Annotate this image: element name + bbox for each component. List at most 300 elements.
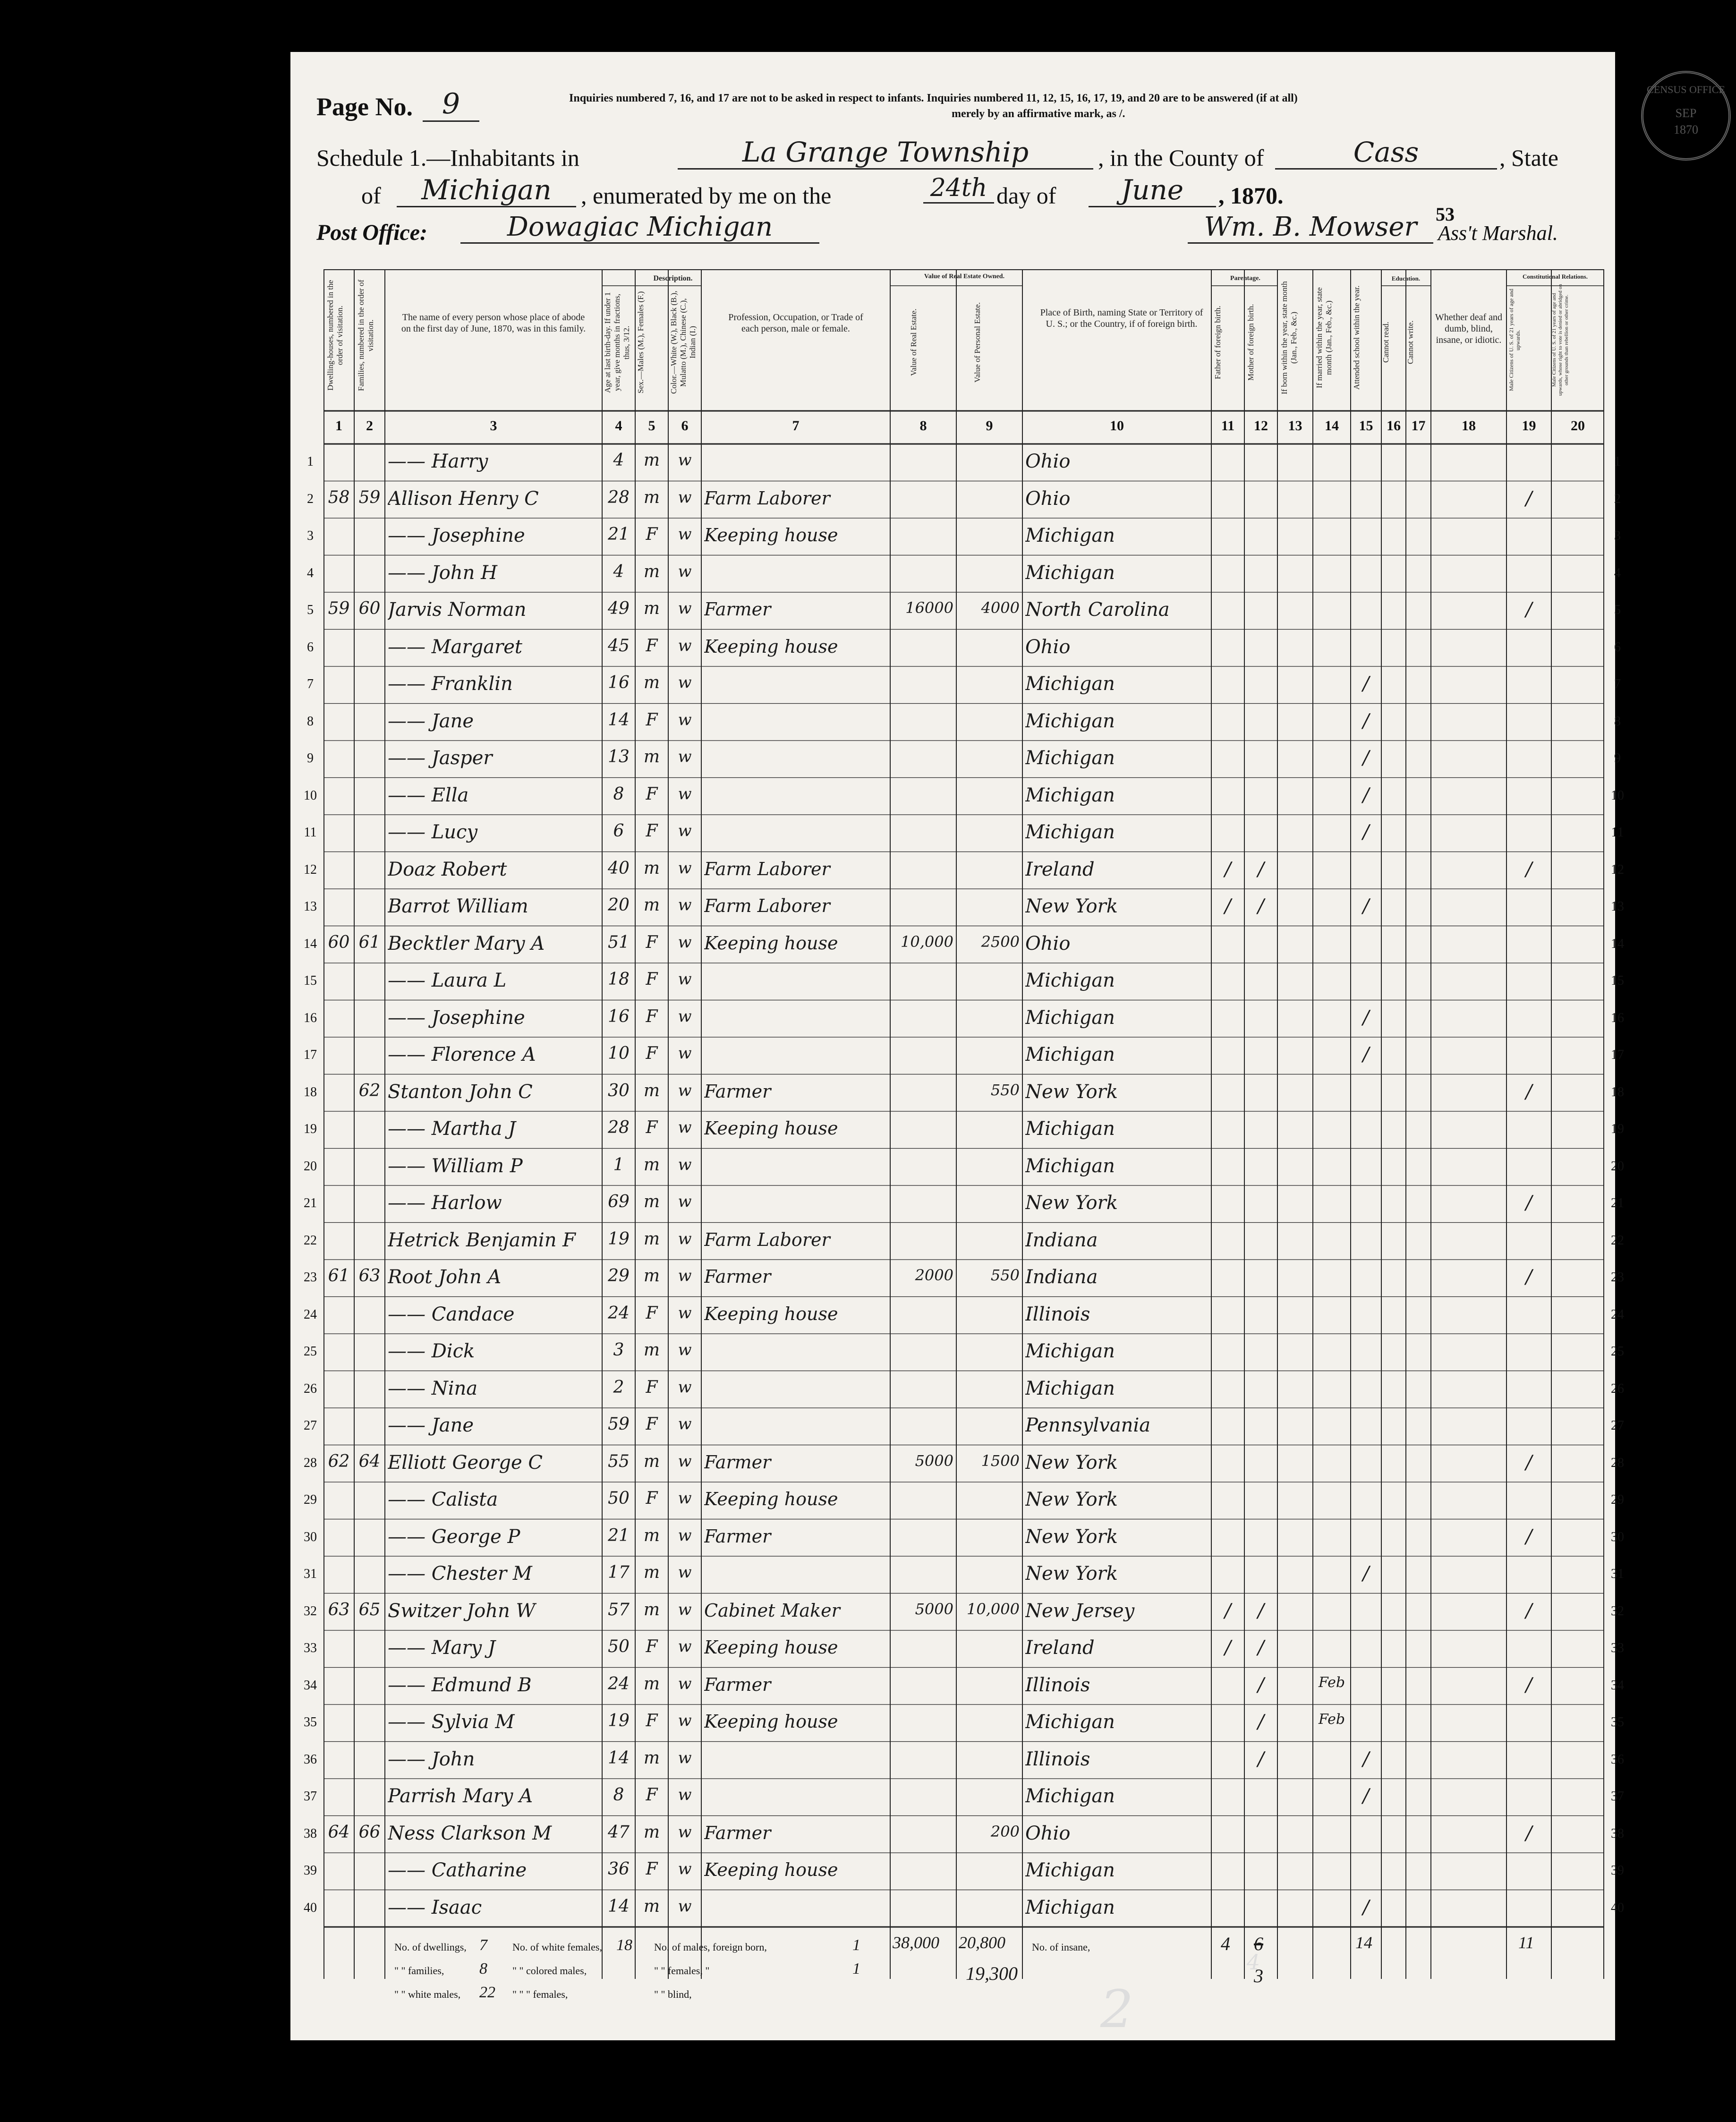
attended-school <box>1353 1192 1379 1225</box>
married-within-year: Feb <box>1318 1674 1345 1691</box>
person-name: —— Josephine <box>388 1006 525 1029</box>
column-number: 1 <box>335 418 342 434</box>
line-number-right: 29 <box>1611 1492 1624 1507</box>
married-within-year <box>1316 710 1348 743</box>
person-name: Jarvis Norman <box>388 599 527 621</box>
mother-foreign <box>1247 1823 1275 1855</box>
family-number <box>357 562 382 595</box>
sex: m <box>643 1081 660 1100</box>
personal-estate-value: 4000 <box>981 599 1020 617</box>
dwelling-number <box>326 1711 351 1744</box>
attended-school: / <box>1362 1044 1370 1065</box>
sex: F <box>646 1785 658 1805</box>
person-name: —— Florence A <box>388 1044 536 1065</box>
occupation <box>704 1785 887 1818</box>
occupation <box>704 1378 887 1410</box>
mother-foreign <box>1247 1526 1275 1559</box>
personal-estate-value <box>959 673 1020 706</box>
mother-foreign <box>1247 821 1275 854</box>
dwelling-number <box>326 1897 351 1929</box>
sex: F <box>646 1006 658 1026</box>
male-citizen <box>1509 1859 1549 1892</box>
header-col13: If born within the year, state month (Jan., Feb., &c.) <box>1280 281 1298 394</box>
line-number-right: 38 <box>1611 1826 1624 1841</box>
real-estate-value <box>893 562 953 595</box>
age: 36 <box>608 1859 630 1879</box>
line-number-right: 8 <box>1614 714 1621 729</box>
color: w <box>678 1674 692 1693</box>
attended-school: / <box>1362 1006 1370 1029</box>
age: 40 <box>608 858 630 878</box>
sex: m <box>643 747 660 767</box>
attended-school <box>1353 599 1379 631</box>
page-label: Page No. <box>316 93 413 121</box>
column-number: 3 <box>490 418 497 434</box>
attended-school <box>1353 933 1379 965</box>
male-citizen <box>1509 1897 1549 1929</box>
attended-school <box>1353 1155 1379 1188</box>
line-number-right: 4 <box>1614 565 1621 580</box>
mother-foreign: / <box>1258 895 1264 917</box>
real-estate-value <box>893 1007 953 1040</box>
line-number-right: 27 <box>1611 1418 1624 1433</box>
male-citizen <box>1509 1711 1549 1744</box>
sex: m <box>643 1896 660 1916</box>
line-number-left: 28 <box>304 1455 317 1470</box>
male-citizen <box>1509 1340 1549 1373</box>
mother-foreign <box>1247 784 1275 817</box>
mother-foreign: / <box>1258 1637 1264 1659</box>
color: w <box>678 784 692 803</box>
line-number-left: 3 <box>307 528 314 543</box>
sex: F <box>646 636 658 656</box>
column-number: 4 <box>615 418 622 434</box>
sheet-number: 53 <box>1436 204 1455 225</box>
married-within-year <box>1316 1563 1348 1595</box>
father-foreign: / <box>1225 895 1231 917</box>
person-name: —— Laura L <box>388 970 507 991</box>
census-office-stamp <box>1641 71 1731 161</box>
marshal-label: Ass't Marshal. <box>1438 222 1558 245</box>
place-of-birth: Michigan <box>1025 562 1115 584</box>
real-estate-value <box>893 525 953 557</box>
father-foreign <box>1214 1823 1242 1855</box>
occupation <box>704 747 887 780</box>
column-number: 9 <box>986 418 993 434</box>
sex: F <box>646 1118 658 1137</box>
real-estate-value <box>893 859 953 891</box>
line-number-left: 12 <box>304 862 317 877</box>
father-foreign <box>1214 1748 1242 1781</box>
father-foreign <box>1214 710 1242 743</box>
personal-estate-value: 550 <box>990 1081 1020 1099</box>
age: 69 <box>608 1192 630 1211</box>
place-of-birth: Illinois <box>1025 1303 1090 1325</box>
families-label: " " families, <box>394 1965 444 1977</box>
line-number-right: 19 <box>1611 1122 1624 1136</box>
person-name: —— Martha J <box>388 1118 516 1140</box>
line-number-right: 5 <box>1614 603 1621 617</box>
real-estate-value <box>893 1340 953 1373</box>
family-number <box>357 1489 382 1521</box>
attended-school: / <box>1362 1785 1370 1807</box>
male-citizen: / <box>1525 1192 1532 1214</box>
married-within-year <box>1316 784 1348 817</box>
column-number: 8 <box>919 418 927 434</box>
age: 59 <box>608 1415 630 1434</box>
father-foreign <box>1214 1526 1242 1559</box>
line-number-left: 18 <box>304 1084 317 1099</box>
dwelling-number <box>326 1637 351 1670</box>
age: 55 <box>608 1451 630 1471</box>
color: w <box>678 858 692 878</box>
sex: F <box>646 1859 658 1879</box>
real-estate-value <box>893 1563 953 1595</box>
dwellings-label: No. of dwellings, <box>394 1941 467 1953</box>
group-constitutional: Constitutional Relations. <box>1523 273 1588 280</box>
group-real-estate: Value of Real Estate Owned. <box>924 273 1005 280</box>
attended-school: / <box>1362 747 1370 769</box>
dwelling-number <box>326 1007 351 1040</box>
occupation: Keeping house <box>704 1637 838 1658</box>
place-of-birth: Illinois <box>1025 1674 1090 1696</box>
occupation: Farm Laborer <box>704 858 830 879</box>
sex: m <box>643 562 660 581</box>
attended-school <box>1353 1266 1379 1299</box>
married-within-year <box>1316 1155 1348 1188</box>
attended-school <box>1353 1637 1379 1670</box>
header-col4: Age at last birth-day. If under 1 year, give months in fractions, thus, 3/12. <box>603 292 631 393</box>
attended-school <box>1353 636 1379 669</box>
real-estate-value <box>893 821 953 854</box>
family-number <box>357 1637 382 1670</box>
mother-foreign <box>1247 636 1275 669</box>
dwelling-number <box>326 821 351 854</box>
father-foreign <box>1214 1044 1242 1076</box>
real-estate-value <box>893 1378 953 1410</box>
census-sheet <box>290 52 1624 2040</box>
dwelling-number <box>326 636 351 669</box>
occupation <box>704 1192 887 1225</box>
line-number-left: 30 <box>304 1529 317 1544</box>
schedule-label: Schedule 1.—Inhabitants in <box>316 145 579 171</box>
attended-school <box>1353 1229 1379 1262</box>
line-number-right: 25 <box>1611 1344 1624 1359</box>
real-estate-value <box>893 784 953 817</box>
real-estate-value <box>893 1081 953 1114</box>
mother-foreign <box>1247 451 1275 483</box>
personal-estate-value <box>959 1563 1020 1595</box>
age: 13 <box>608 747 630 767</box>
column-number: 11 <box>1221 418 1235 434</box>
column-number: 5 <box>648 418 655 434</box>
mother-foreign <box>1247 1340 1275 1373</box>
attended-school <box>1353 1859 1379 1892</box>
column-number: 6 <box>681 418 689 434</box>
mother-foreign <box>1247 1192 1275 1225</box>
line-number-right: 17 <box>1611 1048 1624 1062</box>
dwelling-number <box>326 1674 351 1707</box>
day: 24th <box>923 174 994 204</box>
occupation: Keeping house <box>704 1859 838 1880</box>
header-col17: Cannot write. <box>1406 320 1415 365</box>
occupation: Farmer <box>704 1674 771 1695</box>
person-name: —— John H <box>388 562 497 584</box>
attended-school <box>1353 1081 1379 1114</box>
personal-estate-value <box>959 859 1020 891</box>
attended-school: / <box>1362 1563 1370 1585</box>
dwelling-number: 64 <box>328 1822 350 1842</box>
attended-school <box>1353 1711 1379 1744</box>
occupation: Farm Laborer <box>704 895 830 916</box>
family-number <box>357 1711 382 1744</box>
married-within-year <box>1316 1007 1348 1040</box>
family-number <box>357 1563 382 1595</box>
color: w <box>678 1525 692 1545</box>
dwelling-number <box>326 562 351 595</box>
place-of-birth: Michigan <box>1025 1896 1115 1918</box>
age: 14 <box>608 710 630 730</box>
person-name: Parrish Mary A <box>388 1785 533 1807</box>
sex: m <box>643 1229 660 1249</box>
father-foreign <box>1214 1229 1242 1262</box>
family-number: 62 <box>358 1081 381 1100</box>
real-estate-value <box>893 1897 953 1929</box>
place-of-birth: Illinois <box>1025 1748 1090 1770</box>
dwelling-number <box>326 451 351 483</box>
occupation <box>704 821 887 854</box>
column-number: 13 <box>1288 418 1302 434</box>
real-estate-value <box>893 747 953 780</box>
personal-estate-value <box>959 1378 1020 1410</box>
attended-school <box>1353 1304 1379 1336</box>
dwelling-number <box>326 1340 351 1373</box>
family-number <box>357 821 382 854</box>
male-citizen <box>1509 1785 1549 1818</box>
male-citizen <box>1509 1007 1549 1040</box>
sex: F <box>646 710 658 730</box>
occupation <box>704 1007 887 1040</box>
color: w <box>678 636 692 655</box>
age: 49 <box>608 599 630 618</box>
father-foreign <box>1214 1081 1242 1114</box>
real-estate-value <box>893 1526 953 1559</box>
mother-foreign <box>1247 1229 1275 1262</box>
line-number-left: 39 <box>304 1863 317 1878</box>
line-number-right: 33 <box>1611 1641 1624 1655</box>
mother-foreign: / <box>1258 1711 1264 1733</box>
real-estate-value <box>893 1192 953 1225</box>
stamp-line3: 1870 <box>1674 123 1698 136</box>
color: w <box>678 1377 692 1397</box>
male-citizen <box>1509 784 1549 817</box>
male-citizen: / <box>1525 1081 1532 1103</box>
personal-estate-value <box>959 784 1020 817</box>
line-number-right: 30 <box>1611 1529 1624 1544</box>
attended-school <box>1353 970 1379 1002</box>
mother-foreign <box>1247 1081 1275 1114</box>
column-number: 17 <box>1411 418 1426 434</box>
male-citizen: / <box>1525 1822 1532 1844</box>
attended-school <box>1353 1452 1379 1484</box>
personal-estate-value <box>959 1044 1020 1076</box>
occupation: Farmer <box>704 1525 771 1547</box>
father-foreign <box>1214 933 1242 965</box>
line-number-left: 1 <box>307 454 314 469</box>
personal-estate-value <box>959 970 1020 1002</box>
person-name: Elliott George C <box>388 1451 543 1474</box>
color: w <box>678 1563 692 1582</box>
mother-total: 6 <box>1254 1933 1263 1954</box>
age: 18 <box>608 970 630 989</box>
dwelling-number <box>326 747 351 780</box>
age: 1 <box>613 1155 624 1175</box>
male-citizen: / <box>1525 599 1532 621</box>
occupation <box>704 1415 887 1447</box>
male-citizen <box>1509 525 1549 557</box>
line-number-right: 14 <box>1611 936 1624 951</box>
color: w <box>678 562 692 581</box>
dwelling-number <box>326 525 351 557</box>
occupation: Keeping house <box>704 1489 838 1509</box>
line-number-right: 2 <box>1614 491 1621 506</box>
line-number-left: 24 <box>304 1307 317 1322</box>
family-number <box>357 451 382 483</box>
father-foreign <box>1214 1340 1242 1373</box>
header-col1: Dwelling-houses, numbered in the order of visitation. <box>326 280 344 391</box>
male-citizen <box>1509 1229 1549 1262</box>
age: 8 <box>613 1785 624 1805</box>
header-col11: Father of foreign birth. <box>1213 306 1222 379</box>
enumerated-label: , enumerated by me on the <box>581 182 832 209</box>
married-within-year <box>1316 562 1348 595</box>
line-number-right: 1 <box>1614 454 1621 469</box>
father-foreign: / <box>1225 1600 1231 1622</box>
colored-females-label: " " " females, <box>512 1988 568 2000</box>
personal-estate-value: 10,000 <box>967 1600 1020 1618</box>
white-females-label: No. of white females, <box>512 1941 602 1953</box>
census-table <box>323 269 1604 2001</box>
male-citizen: / <box>1525 1600 1532 1622</box>
real-estate-value <box>893 1415 953 1447</box>
dwelling-number <box>326 1785 351 1818</box>
age: 24 <box>608 1674 630 1694</box>
line-number-right: 3 <box>1614 528 1621 543</box>
real-estate-value: 5000 <box>915 1600 953 1618</box>
color: w <box>678 1600 692 1619</box>
place-of-birth: Michigan <box>1025 821 1115 843</box>
header-col14: If married within the year, state month (Jan., Feb., &c.) <box>1315 287 1333 388</box>
mother-foreign <box>1247 673 1275 706</box>
father-foreign <box>1214 1415 1242 1447</box>
place-of-birth: Indiana <box>1025 1229 1098 1251</box>
line-number-left: 4 <box>307 565 314 580</box>
married-within-year <box>1316 895 1348 928</box>
married-within-year <box>1316 1897 1348 1929</box>
line-number-left: 2 <box>307 491 314 506</box>
real-estate-value <box>893 710 953 743</box>
line-number-left: 36 <box>304 1752 317 1767</box>
sex: m <box>643 1451 660 1471</box>
attended-school <box>1353 1674 1379 1707</box>
person-name: —— Josephine <box>388 525 525 546</box>
dwelling-number: 59 <box>328 599 350 618</box>
line-number-right: 10 <box>1611 788 1624 803</box>
family-number <box>357 1044 382 1076</box>
group-parentage: Parentage. <box>1230 275 1260 282</box>
line-number-left: 40 <box>304 1900 317 1915</box>
color: w <box>678 895 692 914</box>
personal-estate-value <box>959 1785 1020 1818</box>
attended-school: / <box>1362 821 1370 843</box>
dwelling-number <box>326 1229 351 1262</box>
married-within-year <box>1316 1304 1348 1336</box>
dwelling-number <box>326 1415 351 1447</box>
color: w <box>678 1340 692 1359</box>
dwelling-number <box>326 710 351 743</box>
sex: m <box>643 599 660 618</box>
male-citizen: / <box>1525 1525 1532 1548</box>
line-number-left: 11 <box>304 825 317 840</box>
married-within-year <box>1316 1081 1348 1114</box>
person-name: Becktler Mary A <box>388 932 545 954</box>
married-within-year <box>1316 1415 1348 1447</box>
male-citizen <box>1509 747 1549 780</box>
sex: F <box>646 1044 658 1063</box>
mother-foreign <box>1247 562 1275 595</box>
age: 47 <box>608 1822 630 1842</box>
real-estate-value <box>893 673 953 706</box>
line-number-left: 20 <box>304 1159 317 1174</box>
family-number <box>357 1378 382 1410</box>
personal-estate-value <box>959 1674 1020 1707</box>
male-citizen <box>1509 970 1549 1002</box>
personal-estate-value <box>959 710 1020 743</box>
person-name: —— Candace <box>388 1303 515 1325</box>
person-name: —— George P <box>388 1525 520 1548</box>
mother-foreign: / <box>1258 858 1264 880</box>
line-number-right: 11 <box>1611 825 1624 840</box>
sex: m <box>643 895 660 915</box>
sex: m <box>643 1674 660 1694</box>
married-within-year <box>1316 1118 1348 1150</box>
place-of-birth: Michigan <box>1025 1711 1115 1733</box>
occupation: Keeping house <box>704 1303 838 1324</box>
age: 19 <box>608 1711 630 1730</box>
married-within-year <box>1316 1859 1348 1892</box>
place-of-birth: Michigan <box>1025 673 1115 695</box>
page-number: 9 <box>423 87 479 122</box>
father-foreign <box>1214 599 1242 631</box>
column-number: 12 <box>1254 418 1268 434</box>
color: w <box>678 710 692 729</box>
place-of-birth: Ohio <box>1025 932 1071 954</box>
father-foreign <box>1214 562 1242 595</box>
place-of-birth: Michigan <box>1025 710 1115 732</box>
year: , 1870. <box>1218 182 1284 209</box>
column-number: 10 <box>1110 418 1124 434</box>
occupation: Farmer <box>704 1266 771 1287</box>
male-citizen <box>1509 1489 1549 1521</box>
person-name: —— William P <box>388 1155 523 1177</box>
place-of-birth: Michigan <box>1025 747 1115 769</box>
personal-estate-value <box>959 1118 1020 1150</box>
occupation <box>704 784 887 817</box>
color: w <box>678 1785 692 1804</box>
age: 21 <box>608 525 630 544</box>
place-of-birth: Ohio <box>1025 487 1071 510</box>
age: 21 <box>608 1525 630 1545</box>
